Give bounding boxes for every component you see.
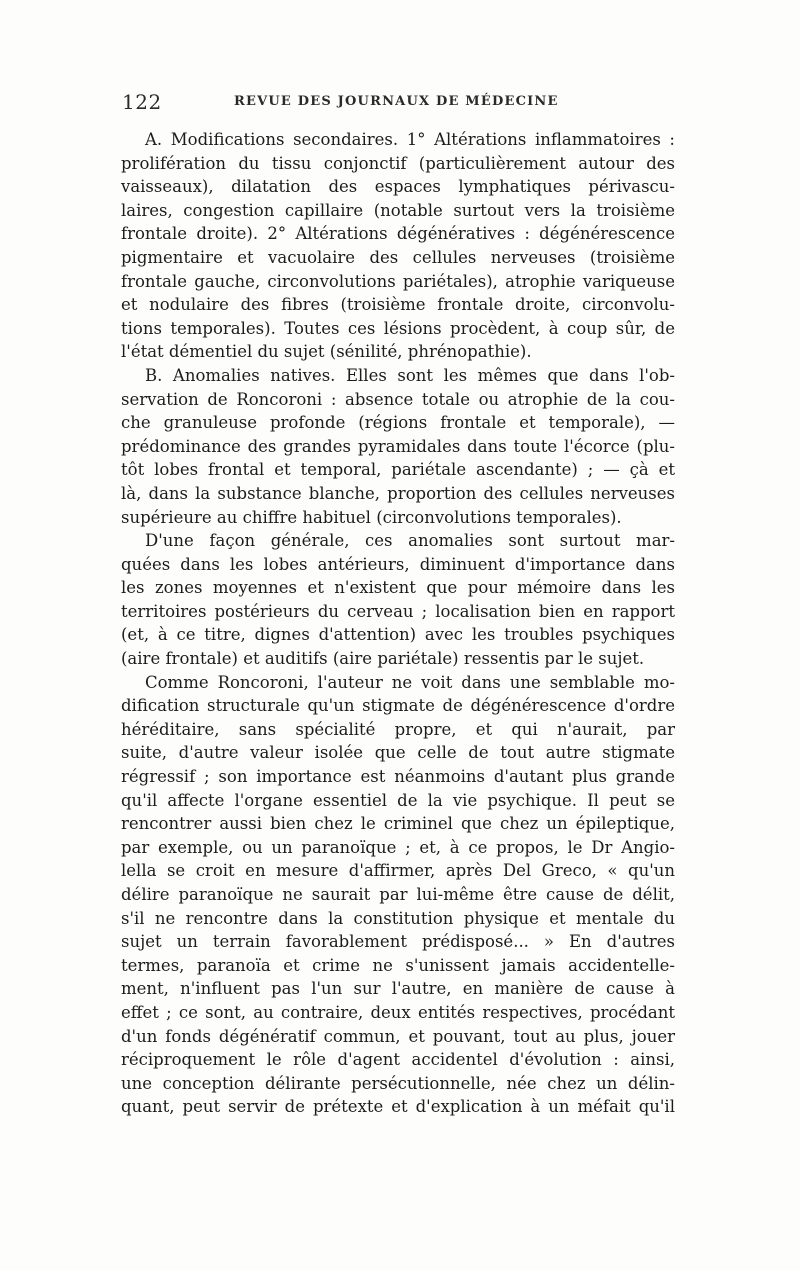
text-line: d'un fonds dégénératif commun, et pouvant, tout au plus, jouer: [121, 1026, 675, 1046]
text-line: prolifération du tissu conjonctif (particulièrement autour des: [121, 153, 675, 173]
text-line: l'état démentiel du sujet (sénilité, phrénopathie).: [121, 342, 532, 362]
text-line: frontale droite). 2° Altérations dégénératives : dégénérescence: [121, 224, 675, 244]
text-line: réciproquement le rôle d'agent accidentel d'évolution : ainsi,: [121, 1050, 675, 1070]
text-line: ment, n'influent pas l'un sur l'autre, en manière de cause à: [121, 979, 675, 999]
text-line: (aire frontale) et auditifs (aire pariétale) ressentis par le sujet.: [121, 649, 645, 669]
text-line: (et, à ce titre, dignes d'attention) avec les troubles psychiques: [121, 625, 675, 645]
text-line: tôt lobes frontal et temporal, pariétale ascendante) ; — çà et: [121, 460, 675, 480]
text-line: s'il ne rencontre dans la constitution physique et mentale du: [121, 908, 675, 928]
text-line: suite, d'autre valeur isolée que celle de tout autre stigmate: [121, 743, 675, 763]
text-line: pigmentaire et vacuolaire des cellules nerveuses (troisième: [121, 247, 675, 267]
text-line: Comme Roncoroni, l'auteur ne voit dans une semblable mo-: [145, 672, 675, 692]
text-line: prédominance des grandes pyramidales dans toute l'écorce (plu-: [121, 436, 675, 456]
text-line: quant, peut servir de prétexte et d'explication à un méfait qu'il: [121, 1097, 675, 1117]
text-line: frontale gauche, circonvolutions pariétales), atrophie variqueuse: [121, 271, 675, 291]
text-line: B. Anomalies natives. Elles sont les mêmes que dans l'ob-: [145, 365, 675, 385]
text-line: vaisseaux), dilatation des espaces lymphatiques périvascu-: [121, 177, 675, 197]
page-header: [122, 90, 682, 116]
text-line: A. Modifications secondaires. 1° Altérations inflammatoires :: [145, 130, 675, 149]
text-line: dification structurale qu'un stigmate de dégénérescence d'ordre: [121, 696, 675, 716]
body-text: [121, 128, 675, 1119]
text-line: les zones moyennes et n'existent que pour mémoire dans les: [121, 578, 675, 598]
text-line: territoires postérieurs du cerveau ; localisation bien en rapport: [121, 601, 675, 621]
text-line: quées dans les lobes antérieurs, diminuent d'importance dans: [121, 554, 675, 574]
text-line: qu'il affecte l'organe essentiel de la vie psychique. Il peut se: [121, 790, 675, 810]
text-line: héréditaire, sans spécialité propre, et qui n'aurait, par: [121, 719, 675, 739]
text-line: termes, paranoïa et crime ne s'unissent jamais accidentelle-: [121, 955, 675, 975]
text-line: délire paranoïque ne saurait par lui-même être cause de délit,: [121, 885, 675, 904]
text-line: rencontrer aussi bien chez le criminel que chez un épileptique,: [121, 814, 675, 834]
page-number: 122: [122, 90, 162, 114]
text-line: laires, congestion capillaire (notable surtout vers la troisième: [121, 200, 675, 220]
text-line: sujet un terrain favorablement prédisposé... » En d'autres: [121, 932, 675, 952]
text-line: che granuleuse profonde (régions frontale et temporale), —: [121, 413, 675, 433]
text-line: et nodulaire des fibres (troisième frontale droite, circonvolu-: [121, 295, 675, 315]
text-line: tions temporales). Toutes ces lésions procèdent, à coup sûr, de: [121, 318, 675, 338]
text-line: supérieure au chiffre habituel (circonvolutions temporales).: [121, 507, 622, 527]
text-line: régressif ; son importance est néanmoins d'autant plus grande: [121, 767, 675, 787]
text-line: une conception délirante persécutionnelle, née chez un délin-: [121, 1073, 675, 1093]
running-title: REVUE DES JOURNAUX DE MÉDECINE: [234, 94, 559, 109]
text-line: lella se croit en mesure d'affirmer, après Del Greco, « qu'un: [121, 861, 675, 881]
text-line: là, dans la substance blanche, proportion des cellules nerveuses: [121, 483, 675, 503]
text-line: D'une façon générale, ces anomalies sont surtout mar-: [145, 531, 675, 551]
text-line: par exemple, ou un paranoïque ; et, à ce propos, le Dr Angio-: [121, 837, 675, 857]
text-line: servation de Roncoroni : absence totale ou atrophie de la cou-: [121, 389, 675, 409]
text-line: effet ; ce sont, au contraire, deux entités respectives, procédant: [121, 1002, 675, 1022]
